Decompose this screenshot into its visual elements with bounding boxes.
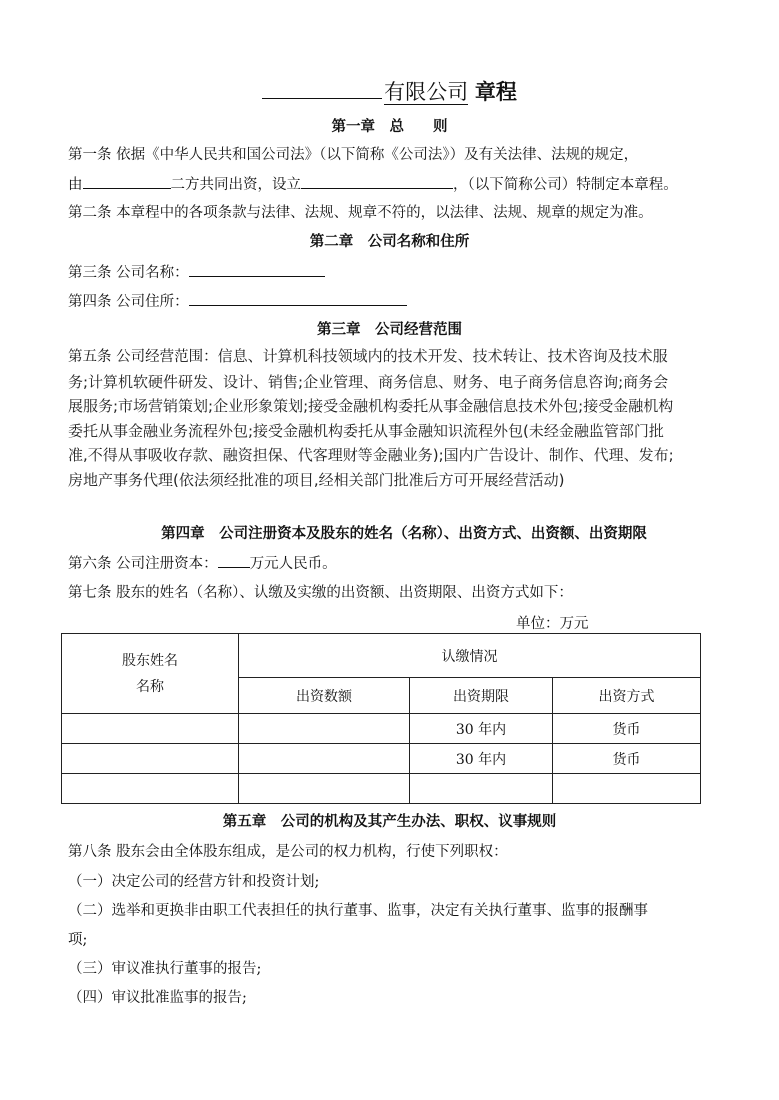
article-1-line-1: 第一条 依据《中华人民共和国公司法》（以下简称《公司法》）及有关法律、法规的规定， <box>68 147 639 163</box>
cell-period: 30 年内 <box>410 744 553 774</box>
cell-method: 货币 <box>553 744 701 774</box>
scope-line-5: 准,不得从事吸收存款、融资担保、代客理财等金融业务);国内广告设计、制作、代理、发布; <box>68 446 674 464</box>
header-shareholder-name <box>62 634 239 714</box>
title-company-suffix: 有限公司 <box>384 80 469 104</box>
header-amount: 出资数额 <box>239 678 410 714</box>
company-blank[interactable] <box>301 174 453 189</box>
article-7: 第七条 股东的姓名（名称）、认缴及实缴的出资额、出资期限、出资方式如下： <box>68 585 573 601</box>
article-1-line-2 <box>68 174 678 195</box>
article-2: 第二条 本章程中的各项条款与法律、法规、规章不符的，以法律、法规、规章的规定为准。 <box>68 205 653 221</box>
article-5-scope <box>68 344 716 492</box>
scope-line-4: 委托从事金融业务流程外包;接受金融机构委托从事金融知识流程外包(未经金融监管部门批 <box>68 421 664 440</box>
chapter-3-heading: 第三章 公司经营范围 <box>317 321 462 338</box>
article-6-label: 第六条 公司注册资本： <box>68 556 218 572</box>
unit-label: 单位：万元 <box>516 616 589 632</box>
header-period: 出资期限 <box>410 678 553 714</box>
header-name-line-2: 名称 <box>136 678 164 695</box>
chapter-4-heading: 第四章 公司注册资本及股东的姓名（名称）、出资方式、出资额、出资期限 <box>161 525 647 542</box>
cell-name[interactable] <box>62 774 239 804</box>
cell-amount[interactable] <box>239 714 410 744</box>
article-5-label: 第五条 公司经营范围： <box>68 349 218 365</box>
article-8-item-3: （三）审议准执行董事的报告; <box>68 961 262 977</box>
article-8-item-2b: 项; <box>68 932 88 948</box>
chapter-1-heading: 第一章 总 则 <box>331 118 448 135</box>
registered-capital-field[interactable] <box>218 553 250 568</box>
table-row <box>62 714 701 744</box>
shareholder-table <box>61 633 701 804</box>
header-method: 出资方式 <box>553 678 701 714</box>
article-8-item-4: （四）审议批准监事的报告; <box>68 990 247 1006</box>
article-3-label: 第三条 公司名称： <box>68 265 189 281</box>
cell-period[interactable] <box>410 774 553 804</box>
article-1-mid: 二方共同出资，设立 <box>170 177 301 193</box>
cell-amount[interactable] <box>239 774 410 804</box>
article-8-item-1: （一）决定公司的经营方针和投资计划; <box>68 874 320 890</box>
chapter-2-heading: 第二章 公司名称和住所 <box>309 233 470 250</box>
scope-line-6: 房地产事务代理(依法须经批准的项目,经相关部门批准后方可开展经营活动) <box>68 470 565 489</box>
company-address-field[interactable] <box>189 291 407 306</box>
article-4 <box>68 291 407 312</box>
article-6 <box>68 553 337 574</box>
company-name-field[interactable] <box>189 262 325 277</box>
cell-name[interactable] <box>62 744 239 774</box>
scope-line-3: 展服务;市场营销策划;企业形象策划;接受金融机构委托从事金融信息技术外包;接受金融机构 <box>68 397 674 415</box>
investors-blank[interactable] <box>83 174 171 189</box>
header-subscription: 认缴情况 <box>239 634 701 678</box>
header-name-line-1: 股东姓名 <box>122 652 178 669</box>
cell-name[interactable] <box>62 714 239 744</box>
cell-period: 30 年内 <box>410 714 553 744</box>
article-1-pre: 由 <box>68 177 83 193</box>
title-word: 章程 <box>474 79 517 104</box>
article-3 <box>68 262 325 283</box>
table-row <box>62 774 701 804</box>
scope-line-2: 务;计算机软硬件研发、设计、销售;企业管理、商务信息、财务、电子商务信息咨询;商务会 <box>68 372 669 391</box>
cell-amount[interactable] <box>239 744 410 774</box>
document-title <box>0 78 779 106</box>
table-row <box>62 744 701 774</box>
article-8: 第八条 股东会由全体股东组成，是公司的权力机构，行使下列职权： <box>68 844 508 860</box>
article-6-suffix: 万元人民币。 <box>249 556 337 572</box>
cell-method[interactable] <box>553 774 701 804</box>
article-1-post: ，（以下简称公司）特制定本章程。 <box>453 177 678 193</box>
article-8-item-2a: （二）选举和更换非由职工代表担任的执行董事、监事，决定有关执行董事、监事的报酬事 <box>68 903 648 919</box>
article-4-label: 第四条 公司住所： <box>68 294 189 310</box>
cell-method: 货币 <box>553 714 701 744</box>
company-name-blank[interactable] <box>262 98 382 99</box>
chapter-5-heading: 第五章 公司的机构及其产生办法、职权、议事规则 <box>222 813 557 830</box>
scope-line-1: 信息、计算机科技领域内的技术开发、技术转让、技术咨询及技术服 <box>217 347 668 365</box>
